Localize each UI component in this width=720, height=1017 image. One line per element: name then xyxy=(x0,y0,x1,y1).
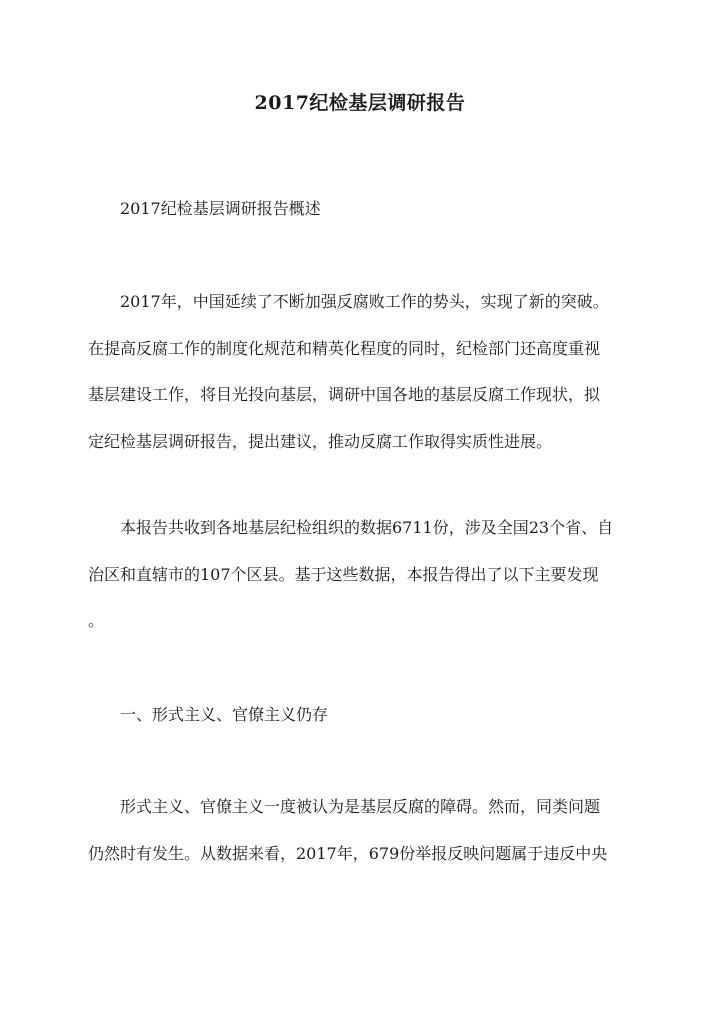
paragraph-2-line: 治区和直辖市的107个区县。基于这些数据，本报告得出了以下主要发现 xyxy=(88,564,599,584)
overview-heading-text: 2017纪检基层调研报告概述 xyxy=(120,199,321,218)
overview-heading xyxy=(88,186,636,233)
paragraph-3-line: 形式主义、官僚主义一度被认为是基层反腐的障碍。然而，同类问题 xyxy=(120,797,601,816)
section-1-heading-text: 一、形式主义、官僚主义仍存 xyxy=(120,705,329,724)
paragraph-3 xyxy=(88,784,636,877)
paragraph-1-line: 在提高反腐工作的制度化规范和精英化程度的同时，纪检部门还高度重视 xyxy=(88,338,601,358)
paragraph-2 xyxy=(88,505,636,645)
paragraph-2-line: 。 xyxy=(88,611,105,630)
section-1-heading xyxy=(88,692,636,739)
paragraph-3-line: 仍然时有发生。从数据来看，2017年，679份举报反映问题属于违反中央 xyxy=(88,843,608,863)
paragraph-1 xyxy=(88,279,636,465)
paragraph-1-line: 定纪检基层调研报告，提出建议，推动反腐工作取得实质性进展。 xyxy=(88,431,553,451)
document-title: 2017纪检基层调研报告 xyxy=(254,92,466,114)
paragraph-1-line: 基层建设工作，将目光投向基层，调研中国各地的基层反腐工作现状，拟 xyxy=(88,385,601,404)
paragraph-2-line: 本报告共收到各地基层纪检组织的数据6711份，涉及全国23个省、自 xyxy=(120,518,614,537)
paragraph-1-line: 2017年，中国延续了不断加强反腐败工作的势头，实现了新的突破。 xyxy=(120,292,609,311)
